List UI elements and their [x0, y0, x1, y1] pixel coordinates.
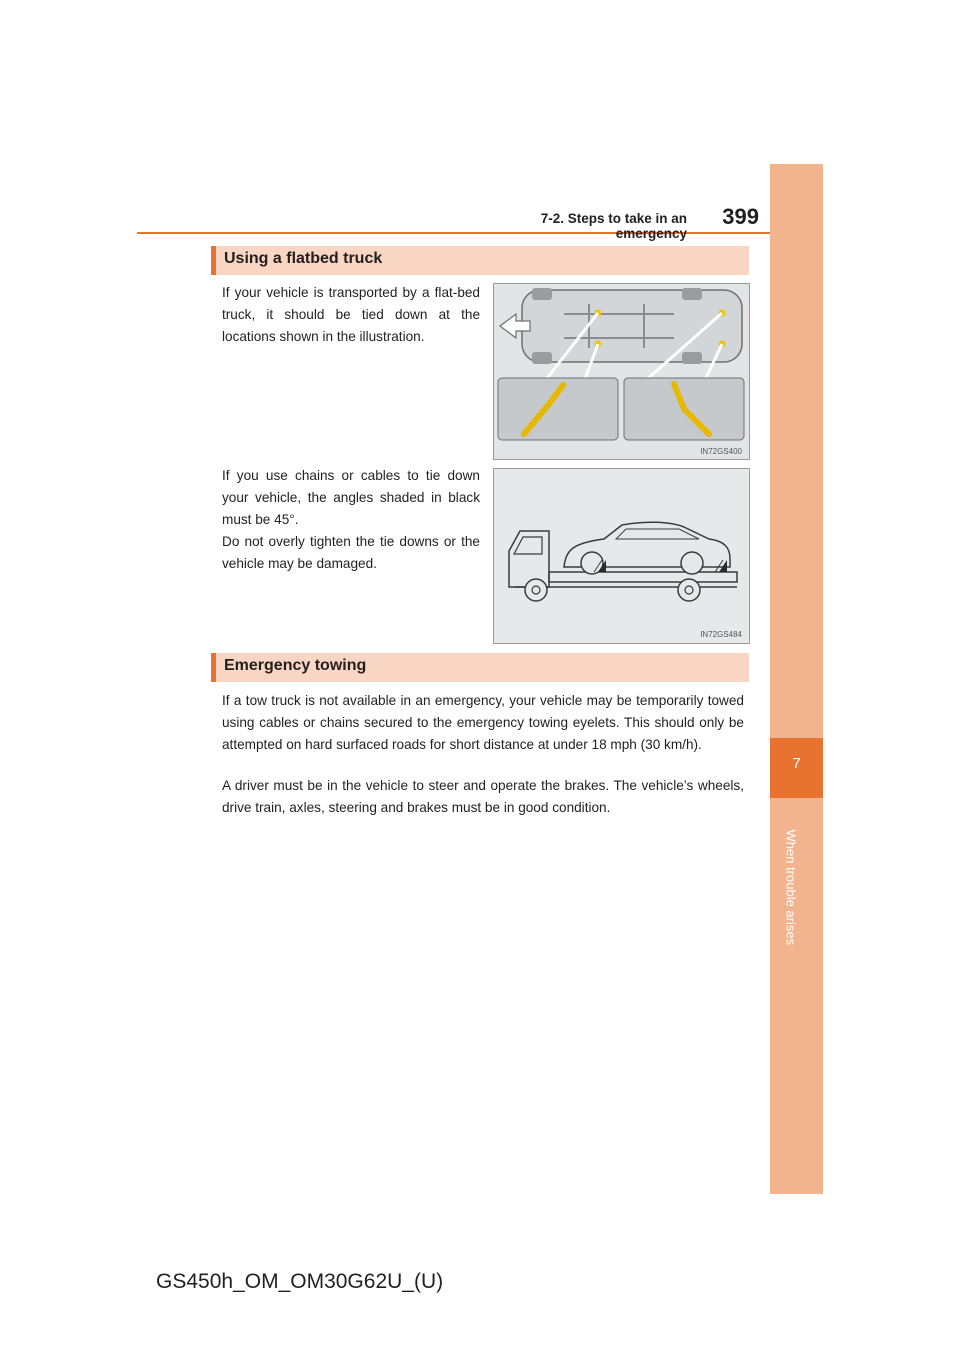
- paragraph-tighten-warning: Do not overly tighten the tie downs or the vehicle may be damaged.: [222, 534, 480, 571]
- flatbed-truck-illustration: [493, 468, 750, 644]
- figure-code: IN72GS484: [700, 630, 742, 639]
- paragraph-chain-angle: If you use chains or cables to tie down your vehicle, the angles shaded in black must be 45°.: [222, 468, 480, 527]
- section-heading-text: Emergency towing: [224, 657, 367, 674]
- paragraph-flatbed-intro: If your vehicle is transported by a flat-bed truck, it should be tied down at the locations shown in the illustration.: [222, 285, 480, 344]
- section-reference: 7-2. Steps to take in an emergency: [540, 211, 687, 241]
- chapter-title: When trouble arises: [783, 829, 799, 946]
- heading-accent: [211, 246, 216, 275]
- figure-code: IN72GS400: [700, 447, 742, 456]
- flatbed-illustration-svg: [494, 469, 749, 643]
- section-heading-emergency-towing: [211, 653, 749, 682]
- paragraph-emergency-towing: If a tow truck is not available in an emergency, your vehicle may be temporarily towed using cables or chains secured to the emergency towing eyelets. This should only be attempted on hard surfaced roads for short distance at under 18 mph (30 km/h).: [222, 693, 744, 752]
- chapter-side-tab: [770, 164, 823, 1194]
- underbody-tie-down-illustration: [493, 283, 750, 460]
- paragraph-driver-requirements: A driver must be in the vehicle to steer and operate the brakes. The vehicle’s wheels, drive train, axles, steering and brakes must be in good condition.: [222, 778, 744, 815]
- section-heading-text: Using a flatbed truck: [224, 250, 383, 267]
- page-number: 399: [722, 204, 759, 229]
- chapter-title-vertical: [781, 829, 801, 946]
- document-code-footer: GS450h_OM_OM30G62U_(U): [156, 1270, 444, 1293]
- heading-accent: [211, 653, 216, 682]
- section-heading-flatbed: [211, 246, 749, 275]
- underbody-illustration-svg: [494, 284, 749, 459]
- chapter-number: 7: [792, 755, 801, 772]
